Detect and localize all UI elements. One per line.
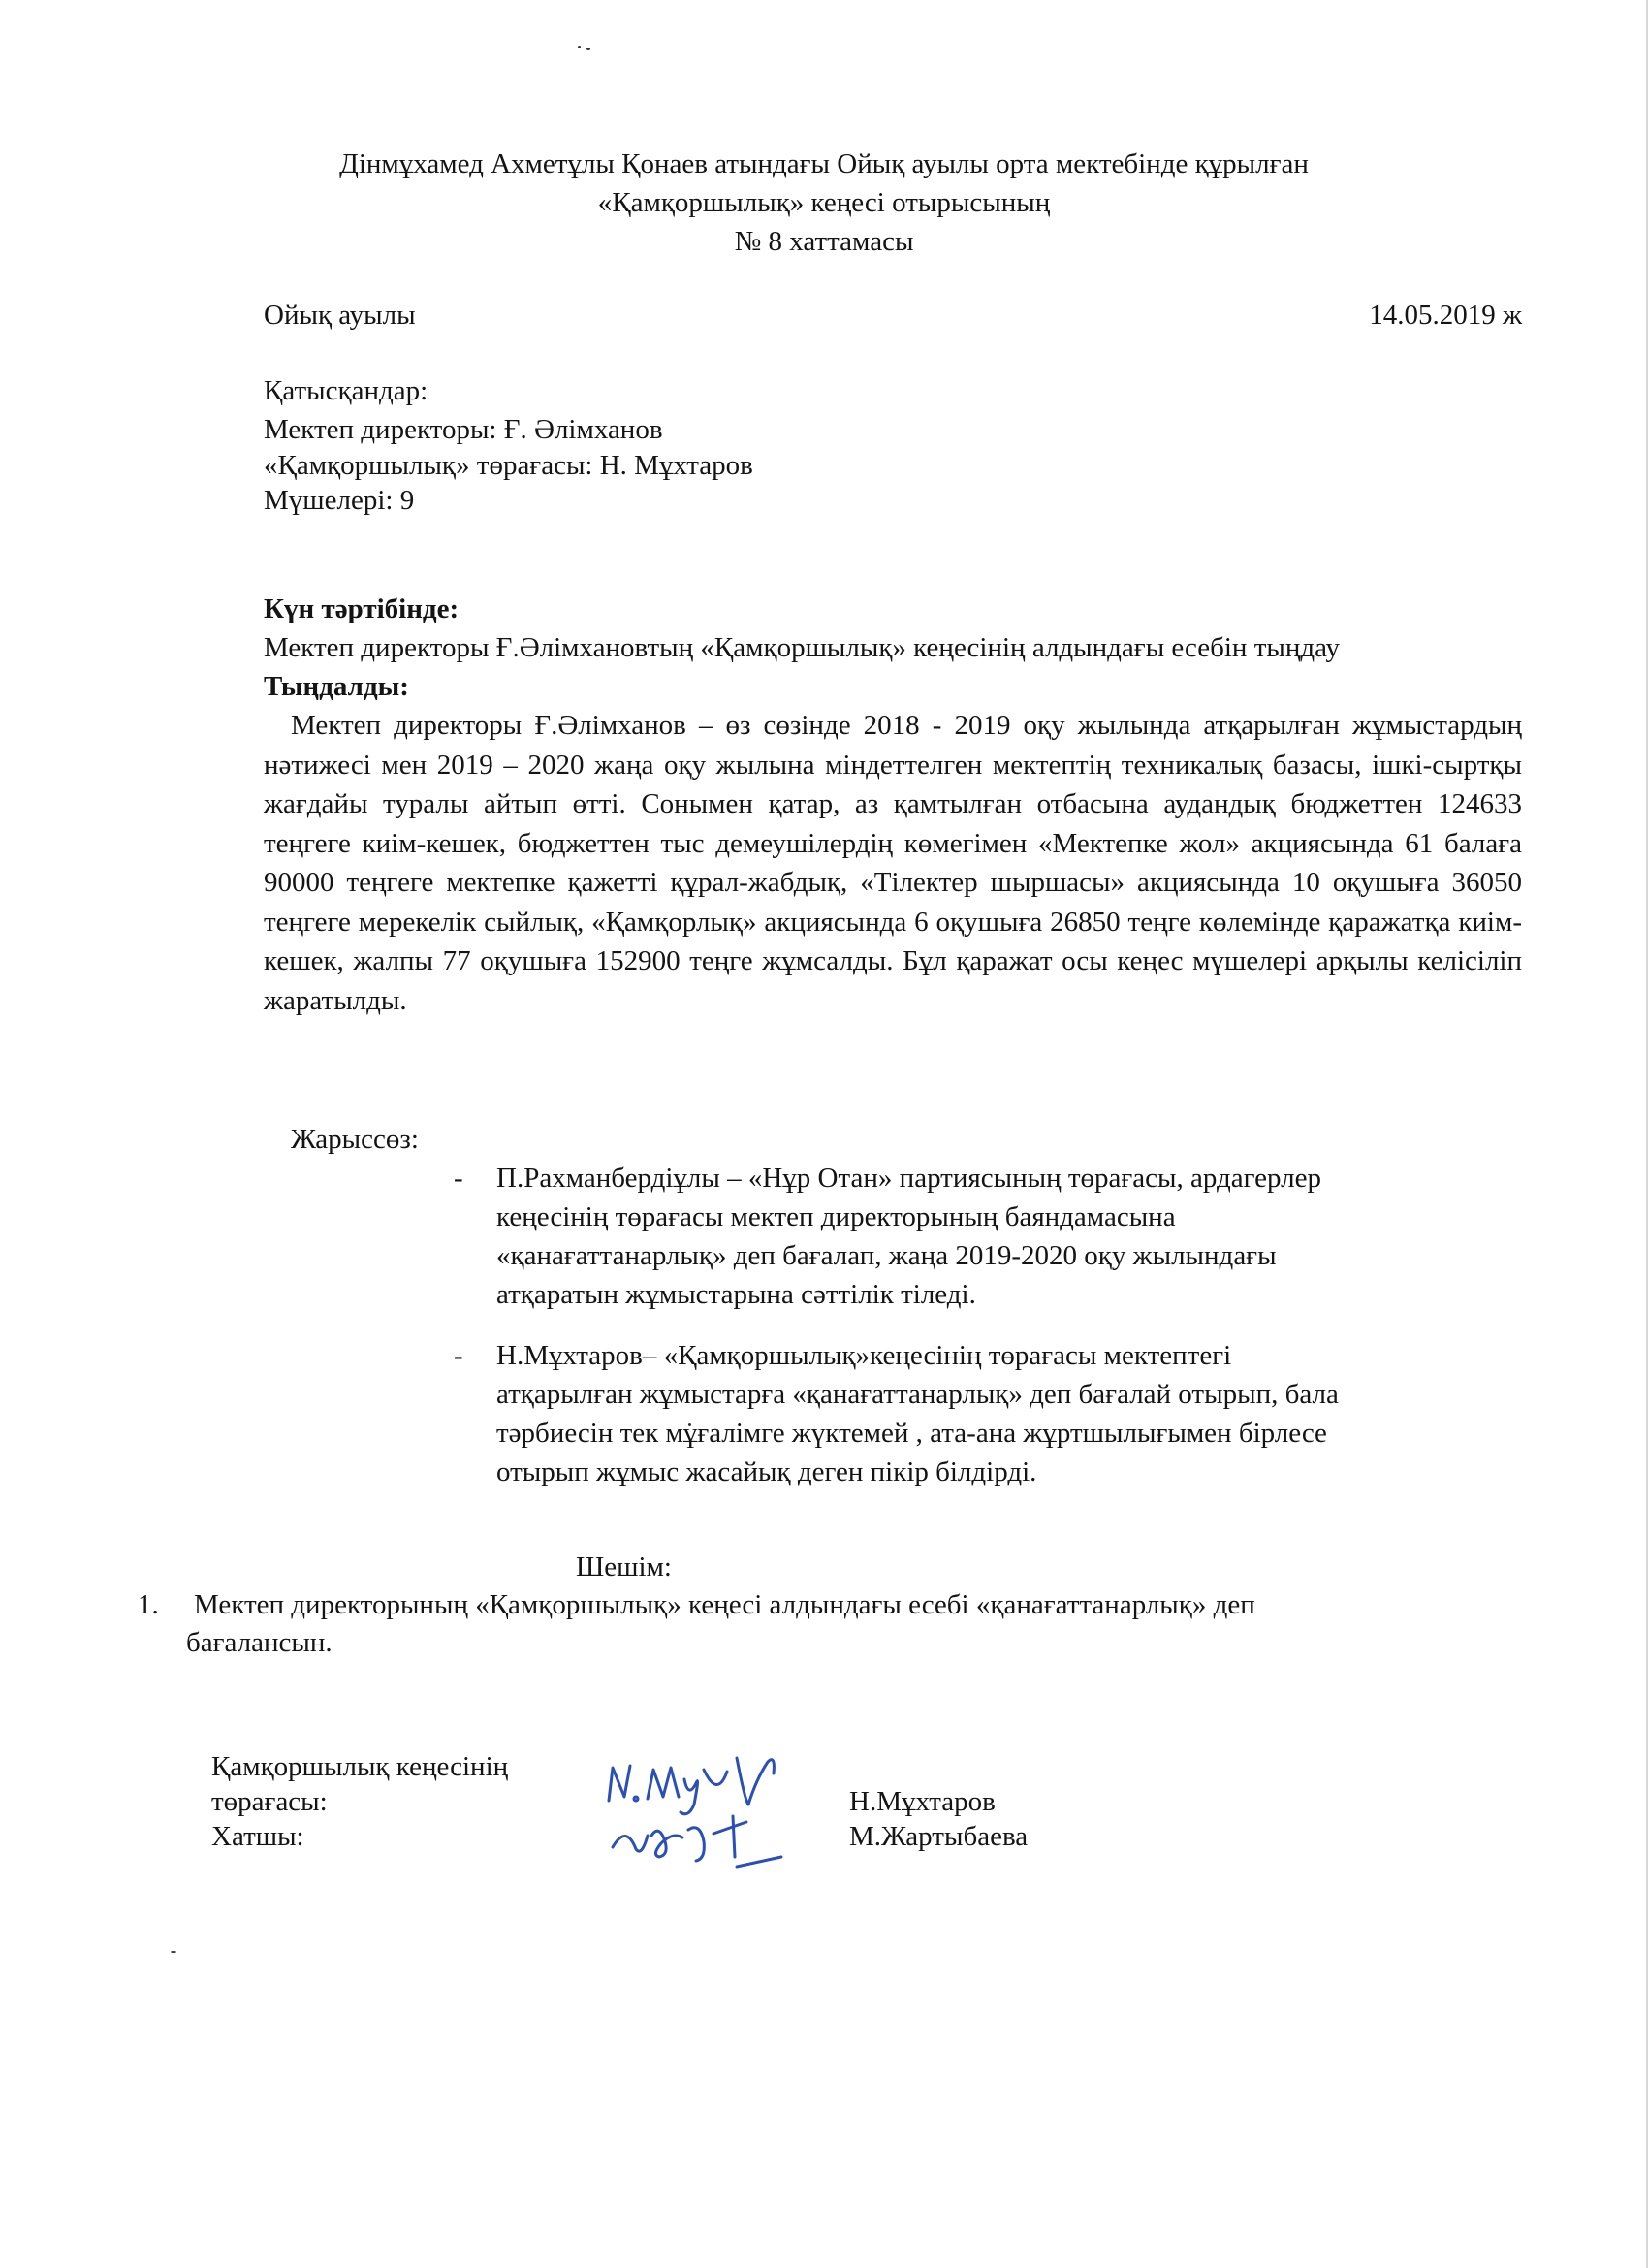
place: Ойық ауылы: [264, 300, 416, 331]
date: 14.05.2019 ж: [1369, 300, 1522, 331]
participant-director: Мектеп директоры: Ғ. Әлімханов: [264, 414, 663, 445]
heard-heading: Тыңдалды:: [264, 671, 409, 702]
debate-item-2-line: атқарылған жұмыстарға «қанағаттанарлық» деп бағалай отырып, бала: [496, 1379, 1339, 1410]
debate-item-1-line: атқаратын жұмыстарына сәттілік тіледі.: [496, 1279, 976, 1310]
decision-number: 1.: [138, 1589, 159, 1620]
debate-item-2: [496, 1336, 1505, 1491]
debate-item-1-line: П.Рахманбердіұлы – «Нұр Отан» партиясының төрағасы, ардагерлер: [496, 1163, 1321, 1194]
debate-item-2-line: Н.Мұхтаров– «Қамқоршылық»кеңесінің төрағасы мектептегі: [496, 1340, 1232, 1371]
decision-text-line-1: Мектеп директорының «Қамқоршылық» кеңесі алдындағы есебі «қанағаттанарлық» деп: [194, 1589, 1255, 1620]
chair-label-line-2: төрағасы:: [211, 1786, 328, 1817]
participant-members: Мүшелері: 9: [264, 485, 415, 516]
debate-item-2-line: отырып жұмыс жасайық деген пікір білдірді.: [496, 1456, 1037, 1487]
participants-heading: Қатысқандар:: [264, 375, 428, 406]
debate-bullet: -: [454, 1340, 463, 1371]
decision-heading: Шешім:: [576, 1551, 672, 1582]
handwritten-signature: [591, 1741, 824, 1886]
debate-item-1-line: «қанағаттанарлық» деп бағалап, жаңа 2019-2020 оқу жылындағы: [496, 1240, 1277, 1271]
header-line-1: Дінмұхамед Ахметұлы Қонаев атындағы Ойық ауылы орта мектебінде құрылған: [339, 148, 1309, 179]
scan-speck: [578, 46, 581, 48]
decision-text-line-2: бағалансын.: [186, 1627, 333, 1658]
protocol-number: № 8 хаттамасы: [734, 226, 914, 257]
debate-bullet: -: [454, 1163, 463, 1194]
header-line-2: «Қамқоршылық» кеңесі отырысының: [597, 187, 1051, 218]
chair-label-line-1: Қамқоршылық кеңесінің: [211, 1751, 509, 1782]
debate-item-1-line: кеңесінің төрағасы мектеп директорының баяндамасына: [496, 1201, 1176, 1232]
secretary-label: Хатшы:: [211, 1821, 304, 1852]
scan-speck: [171, 1951, 176, 1953]
chair-name: Н.Мұхтаров: [849, 1786, 996, 1817]
agenda-text: Мектеп директоры Ғ.Әлімхановтың «Қамқоршылық» кеңесінің алдындағы есебін тыңдау: [264, 632, 1341, 663]
debate-heading: Жарыссөз:: [291, 1124, 419, 1155]
debate-item-2-line: тәрбиесін тек мұғалімге жүктемей , ата-ана жұртшылығымен бірлесе: [496, 1418, 1327, 1449]
agenda-heading: Күн тәртібінде:: [264, 593, 460, 624]
debate-item-1: [496, 1159, 1505, 1314]
secretary-name: М.Жартыбаева: [849, 1821, 1029, 1852]
scan-speck: [586, 48, 590, 50]
participant-chair: «Қамқоршылық» төрағасы: Н. Мұхтаров: [264, 450, 753, 481]
heard-paragraph: Мектеп директоры Ғ.Әлімханов – өз сөзінде 2018 - 2019 оқу жылында атқарылған жұмыстардың нәтижесі мен 2019 – 2020 жаңа оқу жылына міндеттелген мектептің техникалық базасы, ішкі-сыртқы жағдайы туралы айтып өтті. Сонымен қатар, аз қамтылған отбасына аудандық бюджеттен 124633 теңгеге киім-кешек, бюджеттен тыс демеушілердің көмегімен «Мектепке жол» акциясында 61 балаға 90000 теңгеге мектепке қажетті құрал-жабдық, «Тілектер шыршасы» акциясында 10 оқушыға 36050 теңгеге мерекелік сыйлық, «Қамқорлық» акциясында 6 оқушыға 26850 теңге көлемінде қаражатқа киім-кешек, жалпы 77 оқушыға 152900 теңге жұмсалды. Бұл қаражат осы кеңес мүшелері арқылы келісіліп жаратылды.: [264, 710, 1522, 1016]
